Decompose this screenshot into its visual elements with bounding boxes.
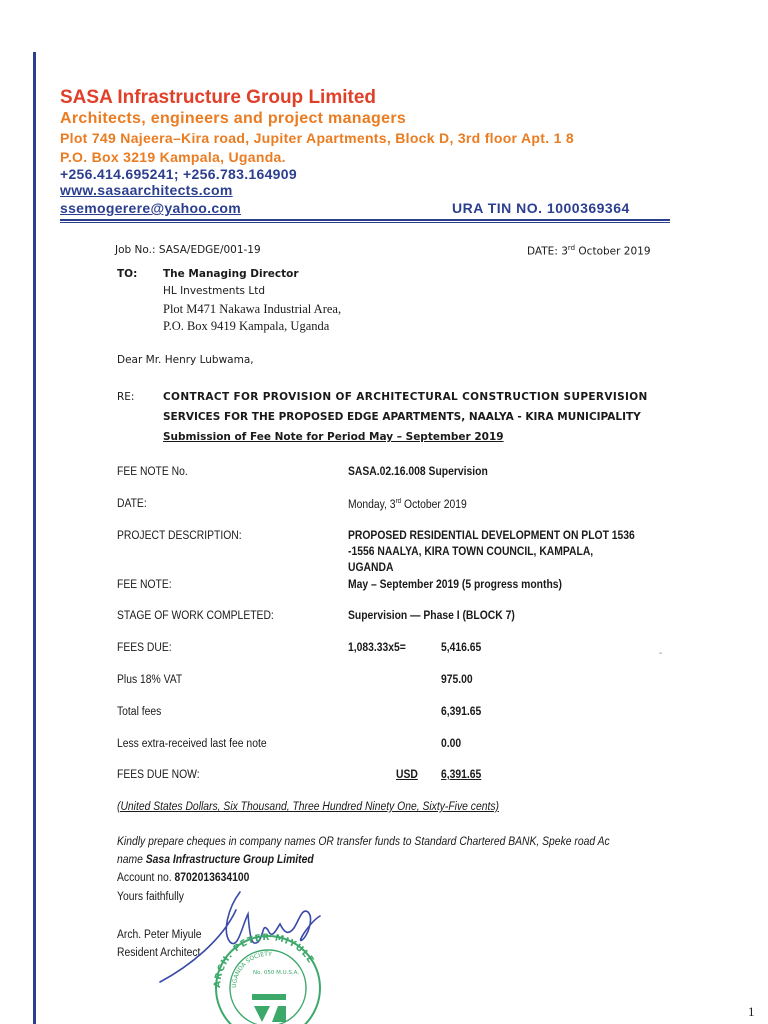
company-email-link[interactable]: ssemogerere@yahoo.com bbox=[60, 200, 242, 216]
company-website-link[interactable]: www.sasaarchitects.com bbox=[60, 182, 233, 198]
less-received-label: Less extra-received last fee note bbox=[117, 738, 267, 750]
fee-note-no-label: FEE NOTE No. bbox=[117, 466, 188, 478]
project-description-line-2: -1556 NAALYA, KIRA TOWN COUNCIL, KAMPALA, bbox=[348, 546, 594, 558]
company-phone: +256.414.695241; +256.783.164909 bbox=[60, 166, 297, 182]
subject-line-1: CONTRACT FOR PROVISION OF ARCHITECTURAL CONSTRUCTION SUPERVISION bbox=[163, 391, 648, 403]
recipient-address-1: Plot M471 Nakawa Industrial Area, bbox=[163, 302, 342, 316]
fees-due-now-label: FEES DUE NOW: bbox=[117, 769, 200, 781]
less-received-amount: 0.00 bbox=[441, 738, 462, 750]
fee-note-no-value: SASA.02.16.008 Supervision bbox=[348, 466, 488, 478]
fees-due-calculation: 1,083.33x5= bbox=[348, 642, 406, 654]
official-stamp bbox=[213, 933, 320, 1024]
project-description-line-1: PROPOSED RESIDENTIAL DEVELOPMENT ON PLOT 1536 bbox=[348, 530, 635, 542]
recipient-address-2: P.O. Box 9419 Kampala, Uganda bbox=[163, 319, 330, 333]
signature-and-stamp bbox=[150, 870, 350, 1024]
company-tagline: Architects, engineers and project managers bbox=[60, 110, 407, 127]
tin-number: URA TIN NO. 1000369364 bbox=[452, 200, 630, 216]
stage-value: Supervision — Phase I (BLOCK 7) bbox=[348, 610, 515, 622]
fees-due-label: FEES DUE: bbox=[117, 642, 172, 654]
signer-role: Resident Architect bbox=[117, 947, 201, 959]
to-label: TO: bbox=[117, 268, 138, 280]
fees-due-now-amount: 6,391.65 bbox=[441, 769, 482, 781]
re-label: RE: bbox=[117, 391, 135, 403]
yours-faithfully: Yours faithfully bbox=[117, 891, 184, 903]
fee-date-label: DATE: bbox=[117, 498, 147, 510]
stage-label: STAGE OF WORK COMPLETED: bbox=[117, 610, 274, 622]
payment-account-name: name Sasa Infrastructure Group Limited bbox=[117, 854, 314, 866]
company-po-box: P.O. Box 3219 Kampala, Uganda. bbox=[60, 149, 286, 165]
project-description-label: PROJECT DESCRIPTION: bbox=[117, 530, 242, 542]
fees-due-amount: 5,416.65 bbox=[441, 642, 482, 654]
total-fees-amount: 6,391.65 bbox=[441, 706, 482, 718]
letter-date: DATE: 3rd October 2019 bbox=[527, 244, 651, 258]
company-name: SASA Infrastructure Group Limited bbox=[60, 87, 376, 108]
fee-period-value: May – September 2019 (5 progress months) bbox=[348, 579, 562, 591]
vat-label: Plus 18% VAT bbox=[117, 674, 183, 686]
letterhead-divider-thin bbox=[60, 222, 670, 223]
amount-in-words: (United States Dollars, Six Thousand, Three Hundred Ninety One, Sixty-Five cents) bbox=[117, 801, 499, 813]
subject-line-3: Submission of Fee Note for Period May – September 2019 bbox=[163, 431, 504, 443]
scan-mark: - bbox=[659, 648, 663, 659]
svg-text:ARCH. PETER MIYULE: ARCH. PETER MIYULE bbox=[212, 932, 316, 989]
project-description-line-3: UGANDA bbox=[348, 562, 394, 574]
recipient-title: The Managing Director bbox=[163, 268, 299, 280]
company-address: Plot 749 Najeera–Kira road, Jupiter Apartments, Block D, 3rd floor Apt. 1 8 bbox=[60, 130, 574, 146]
salutation: Dear Mr. Henry Lubwama, bbox=[117, 354, 254, 366]
signer-name: Arch. Peter Miyule bbox=[117, 929, 202, 941]
fee-period-label: FEE NOTE: bbox=[117, 579, 172, 591]
total-fees-label: Total fees bbox=[117, 706, 162, 718]
page-number: 1 bbox=[748, 1004, 755, 1019]
left-margin-rule bbox=[33, 52, 36, 1024]
letterhead-divider bbox=[60, 219, 670, 221]
account-number: Account no. 8702013634100 bbox=[117, 872, 250, 884]
svg-text:No. 050 M.U.S.A.: No. 050 M.U.S.A. bbox=[253, 970, 300, 976]
recipient-company: HL Investments Ltd bbox=[163, 285, 265, 297]
payment-instructions: Kindly prepare cheques in company names OR transfer funds to Standard Chartered BANK, Speke road Ac bbox=[117, 836, 610, 848]
vat-amount: 975.00 bbox=[441, 674, 473, 686]
job-number: Job No.: SASA/EDGE/001-19 bbox=[115, 244, 261, 256]
currency-label: USD bbox=[396, 769, 418, 781]
svg-text:UGANDA SOCIETY: UGANDA SOCIETY bbox=[230, 950, 272, 989]
subject-line-2: SERVICES FOR THE PROPOSED EDGE APARTMENTS, NAALYA - KIRA MUNICIPALITY bbox=[163, 411, 641, 423]
fee-date-value: Monday, 3rd October 2019 bbox=[348, 498, 467, 511]
